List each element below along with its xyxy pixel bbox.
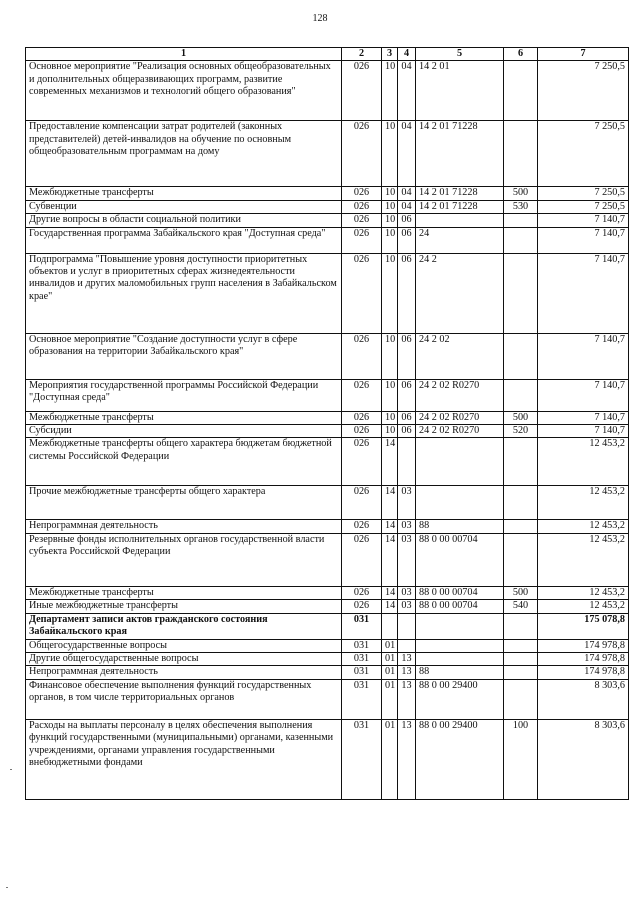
cell-amount: 12 453,2 bbox=[538, 533, 629, 586]
cell-name: Государственная программа Забайкальского края "Доступная среда" bbox=[26, 227, 342, 253]
cell-name: Межбюджетные трансферты bbox=[26, 411, 342, 424]
scan-speck bbox=[6, 887, 8, 888]
cell-expense-type bbox=[504, 333, 538, 379]
cell-section: 01 bbox=[382, 719, 398, 799]
cell-ministry: 026 bbox=[342, 187, 382, 200]
cell-subsection: 03 bbox=[398, 486, 416, 520]
cell-section: 01 bbox=[382, 653, 398, 666]
cell-ministry: 026 bbox=[342, 61, 382, 121]
cell-target-article: 24 2 bbox=[416, 253, 504, 333]
cell-subsection: 06 bbox=[398, 425, 416, 438]
cell-ministry: 026 bbox=[342, 214, 382, 227]
cell-amount: 12 453,2 bbox=[538, 586, 629, 599]
table-row bbox=[26, 253, 629, 333]
table-row bbox=[26, 121, 629, 187]
cell-section: 14 bbox=[382, 486, 398, 520]
cell-subsection: 03 bbox=[398, 533, 416, 586]
cell-target-article: 88 bbox=[416, 520, 504, 533]
cell-amount: 8 303,6 bbox=[538, 719, 629, 799]
cell-amount: 7 140,7 bbox=[538, 214, 629, 227]
cell-target-article bbox=[416, 438, 504, 486]
cell-subsection: 04 bbox=[398, 121, 416, 187]
cell-name: Непрограммная деятельность bbox=[26, 520, 342, 533]
cell-expense-type bbox=[504, 613, 538, 639]
cell-section: 14 bbox=[382, 438, 398, 486]
cell-section: 10 bbox=[382, 200, 398, 213]
cell-expense-type bbox=[504, 666, 538, 679]
cell-target-article: 24 2 02 bbox=[416, 333, 504, 379]
cell-expense-type bbox=[504, 227, 538, 253]
cell-expense-type bbox=[504, 61, 538, 121]
cell-ministry: 031 bbox=[342, 666, 382, 679]
table-row bbox=[26, 486, 629, 520]
cell-expense-type: 500 bbox=[504, 187, 538, 200]
cell-expense-type: 100 bbox=[504, 719, 538, 799]
cell-amount: 7 250,5 bbox=[538, 61, 629, 121]
cell-section: 10 bbox=[382, 333, 398, 379]
header-row bbox=[26, 48, 629, 61]
cell-section bbox=[382, 613, 398, 639]
cell-amount: 7 140,7 bbox=[538, 333, 629, 379]
header-col-4: 4 bbox=[398, 48, 416, 61]
cell-expense-type: 500 bbox=[504, 586, 538, 599]
cell-section: 10 bbox=[382, 411, 398, 424]
cell-name: Межбюджетные трансферты bbox=[26, 586, 342, 599]
cell-expense-type bbox=[504, 653, 538, 666]
cell-ministry: 026 bbox=[342, 438, 382, 486]
cell-name: Межбюджетные трансферты bbox=[26, 187, 342, 200]
cell-ministry: 026 bbox=[342, 253, 382, 333]
table-row bbox=[26, 719, 629, 799]
cell-target-article bbox=[416, 486, 504, 520]
cell-section: 10 bbox=[382, 121, 398, 187]
table-row bbox=[26, 227, 629, 253]
table-row bbox=[26, 379, 629, 411]
table-row bbox=[26, 214, 629, 227]
cell-subsection: 04 bbox=[398, 187, 416, 200]
cell-subsection: 06 bbox=[398, 411, 416, 424]
cell-name: Прочие межбюджетные трансферты общего характера bbox=[26, 486, 342, 520]
cell-ministry: 031 bbox=[342, 639, 382, 652]
cell-name: Финансовое обеспечение выполнения функций государственных органов, в том числе территориальных органов bbox=[26, 679, 342, 719]
cell-amount: 8 303,6 bbox=[538, 679, 629, 719]
cell-ministry: 026 bbox=[342, 200, 382, 213]
cell-section: 10 bbox=[382, 214, 398, 227]
cell-name: Основное мероприятие "Реализация основных общеобразовательных и дополнительных общеразвивающих программ, развитие современных механизмов и технологий общего образования" bbox=[26, 61, 342, 121]
cell-section: 14 bbox=[382, 533, 398, 586]
table-row bbox=[26, 520, 629, 533]
header-col-1: 1 bbox=[26, 48, 342, 61]
cell-target-article: 88 0 00 29400 bbox=[416, 719, 504, 799]
cell-section: 10 bbox=[382, 61, 398, 121]
cell-subsection: 13 bbox=[398, 666, 416, 679]
cell-target-article bbox=[416, 653, 504, 666]
cell-ministry: 026 bbox=[342, 533, 382, 586]
cell-expense-type bbox=[504, 214, 538, 227]
cell-ministry: 026 bbox=[342, 486, 382, 520]
cell-name: Подпрограмма "Повышение уровня доступности приоритетных объектов и услуг в приоритетных сферах жизнедеятельности инвалидов и других маломобильных групп населения в Забайкальском крае" bbox=[26, 253, 342, 333]
cell-section: 10 bbox=[382, 379, 398, 411]
cell-ministry: 031 bbox=[342, 653, 382, 666]
cell-subsection bbox=[398, 438, 416, 486]
cell-expense-type bbox=[504, 121, 538, 187]
cell-section: 01 bbox=[382, 666, 398, 679]
cell-target-article: 24 2 02 R0270 bbox=[416, 425, 504, 438]
header-col-5: 5 bbox=[416, 48, 504, 61]
cell-expense-type: 530 bbox=[504, 200, 538, 213]
cell-amount: 174 978,8 bbox=[538, 639, 629, 652]
cell-section: 14 bbox=[382, 600, 398, 613]
cell-expense-type: 520 bbox=[504, 425, 538, 438]
cell-name: Предоставление компенсации затрат родителей (законных представителей) детей-инвалидов на обучение по основным общеобразовательным программам на дому bbox=[26, 121, 342, 187]
cell-section: 14 bbox=[382, 520, 398, 533]
cell-amount: 7 250,5 bbox=[538, 121, 629, 187]
table-row bbox=[26, 666, 629, 679]
cell-name: Другие общегосударственные вопросы bbox=[26, 653, 342, 666]
cell-ministry: 026 bbox=[342, 520, 382, 533]
table-row bbox=[26, 333, 629, 379]
cell-subsection: 06 bbox=[398, 253, 416, 333]
cell-amount: 12 453,2 bbox=[538, 438, 629, 486]
cell-subsection: 06 bbox=[398, 333, 416, 379]
table-row bbox=[26, 187, 629, 200]
cell-section: 10 bbox=[382, 187, 398, 200]
cell-expense-type bbox=[504, 679, 538, 719]
cell-name: Иные межбюджетные трансферты bbox=[26, 600, 342, 613]
cell-name: Мероприятия государственной программы Российской Федерации "Доступная среда" bbox=[26, 379, 342, 411]
cell-amount: 7 140,7 bbox=[538, 379, 629, 411]
cell-expense-type: 540 bbox=[504, 600, 538, 613]
cell-subsection bbox=[398, 639, 416, 652]
header-col-7: 7 bbox=[538, 48, 629, 61]
scan-speck bbox=[10, 769, 12, 770]
cell-amount: 7 250,5 bbox=[538, 187, 629, 200]
cell-section: 10 bbox=[382, 227, 398, 253]
header-col-3: 3 bbox=[382, 48, 398, 61]
cell-amount: 175 078,8 bbox=[538, 613, 629, 639]
cell-name: Резервные фонды исполнительных органов государственной власти субъекта Российской Федерации bbox=[26, 533, 342, 586]
cell-name: Субсидии bbox=[26, 425, 342, 438]
cell-subsection: 13 bbox=[398, 719, 416, 799]
table-row bbox=[26, 61, 629, 121]
cell-expense-type bbox=[504, 486, 538, 520]
cell-name: Расходы на выплаты персоналу в целях обеспечения выполнения функций государственными (муниципальными) органами, казенными учреждениями, органами управления государственными внебюджетными фондами bbox=[26, 719, 342, 799]
cell-amount: 7 140,7 bbox=[538, 425, 629, 438]
cell-subsection: 06 bbox=[398, 214, 416, 227]
cell-target-article bbox=[416, 613, 504, 639]
cell-amount: 174 978,8 bbox=[538, 666, 629, 679]
cell-expense-type bbox=[504, 520, 538, 533]
cell-name: Другие вопросы в области социальной политики bbox=[26, 214, 342, 227]
cell-amount: 7 140,7 bbox=[538, 411, 629, 424]
cell-expense-type bbox=[504, 438, 538, 486]
table-row bbox=[26, 600, 629, 613]
cell-target-article bbox=[416, 639, 504, 652]
cell-expense-type: 500 bbox=[504, 411, 538, 424]
cell-expense-type bbox=[504, 639, 538, 652]
budget-table bbox=[25, 47, 629, 800]
table-row bbox=[26, 679, 629, 719]
cell-target-article: 24 2 02 R0270 bbox=[416, 379, 504, 411]
cell-name: Межбюджетные трансферты общего характера бюджетам бюджетной системы Российской Федерации bbox=[26, 438, 342, 486]
cell-expense-type bbox=[504, 379, 538, 411]
table-row bbox=[26, 411, 629, 424]
cell-section: 01 bbox=[382, 639, 398, 652]
cell-target-article: 14 2 01 71228 bbox=[416, 121, 504, 187]
cell-amount: 7 140,7 bbox=[538, 227, 629, 253]
table-row bbox=[26, 425, 629, 438]
cell-ministry: 026 bbox=[342, 425, 382, 438]
page-number: 128 bbox=[312, 13, 328, 24]
cell-target-article: 14 2 01 bbox=[416, 61, 504, 121]
cell-name: Департамент записи актов гражданского состояния Забайкальского края bbox=[26, 613, 342, 639]
cell-section: 01 bbox=[382, 679, 398, 719]
cell-target-article: 88 0 00 00704 bbox=[416, 533, 504, 586]
cell-ministry: 026 bbox=[342, 333, 382, 379]
cell-expense-type bbox=[504, 253, 538, 333]
cell-target-article: 24 2 02 R0270 bbox=[416, 411, 504, 424]
cell-ministry: 026 bbox=[342, 379, 382, 411]
cell-ministry: 031 bbox=[342, 613, 382, 639]
cell-subsection: 04 bbox=[398, 200, 416, 213]
cell-target-article: 88 0 00 00704 bbox=[416, 586, 504, 599]
cell-name: Непрограммная деятельность bbox=[26, 666, 342, 679]
table-row bbox=[26, 639, 629, 652]
cell-ministry: 026 bbox=[342, 227, 382, 253]
cell-section: 10 bbox=[382, 253, 398, 333]
cell-subsection: 03 bbox=[398, 520, 416, 533]
table-row bbox=[26, 200, 629, 213]
header-col-6: 6 bbox=[504, 48, 538, 61]
header-col-2: 2 bbox=[342, 48, 382, 61]
cell-target-article: 14 2 01 71228 bbox=[416, 200, 504, 213]
cell-amount: 174 978,8 bbox=[538, 653, 629, 666]
cell-amount: 7 250,5 bbox=[538, 200, 629, 213]
cell-ministry: 026 bbox=[342, 600, 382, 613]
cell-target-article: 88 0 00 29400 bbox=[416, 679, 504, 719]
cell-subsection: 06 bbox=[398, 227, 416, 253]
cell-section: 10 bbox=[382, 425, 398, 438]
cell-target-article: 88 0 00 00704 bbox=[416, 600, 504, 613]
cell-ministry: 031 bbox=[342, 679, 382, 719]
cell-ministry: 031 bbox=[342, 719, 382, 799]
cell-ministry: 026 bbox=[342, 586, 382, 599]
cell-section: 14 bbox=[382, 586, 398, 599]
cell-subsection bbox=[398, 613, 416, 639]
cell-target-article: 88 bbox=[416, 666, 504, 679]
cell-subsection: 06 bbox=[398, 379, 416, 411]
cell-ministry: 026 bbox=[342, 121, 382, 187]
cell-subsection: 04 bbox=[398, 61, 416, 121]
cell-name: Общегосударственные вопросы bbox=[26, 639, 342, 652]
table-row bbox=[26, 586, 629, 599]
cell-ministry: 026 bbox=[342, 411, 382, 424]
table-row bbox=[26, 438, 629, 486]
cell-subsection: 03 bbox=[398, 600, 416, 613]
cell-subsection: 13 bbox=[398, 679, 416, 719]
table-row bbox=[26, 613, 629, 639]
cell-target-article: 14 2 01 71228 bbox=[416, 187, 504, 200]
cell-amount: 12 453,2 bbox=[538, 520, 629, 533]
table-row bbox=[26, 653, 629, 666]
cell-subsection: 03 bbox=[398, 586, 416, 599]
table-row bbox=[26, 533, 629, 586]
cell-amount: 7 140,7 bbox=[538, 253, 629, 333]
cell-target-article bbox=[416, 214, 504, 227]
cell-target-article: 24 bbox=[416, 227, 504, 253]
cell-name: Субвенции bbox=[26, 200, 342, 213]
cell-amount: 12 453,2 bbox=[538, 600, 629, 613]
cell-subsection: 13 bbox=[398, 653, 416, 666]
cell-expense-type bbox=[504, 533, 538, 586]
cell-amount: 12 453,2 bbox=[538, 486, 629, 520]
cell-name: Основное мероприятие "Создание доступности услуг в сфере образования на территории Забайкальского края" bbox=[26, 333, 342, 379]
